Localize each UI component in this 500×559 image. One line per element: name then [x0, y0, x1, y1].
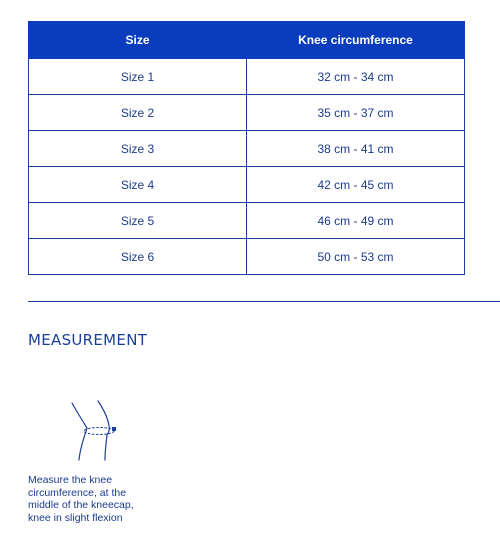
circumference-cell: 32 cm - 34 cm	[247, 59, 465, 95]
section-divider	[28, 301, 500, 302]
circumference-cell: 42 cm - 45 cm	[247, 167, 465, 203]
knee-circumference-column-header: Knee circumference	[247, 22, 465, 59]
table-row	[29, 167, 465, 203]
size-cell: Size 2	[29, 95, 247, 131]
table-row	[29, 131, 465, 167]
measurement-heading: MEASUREMENT	[28, 331, 148, 349]
size-cell: Size 3	[29, 131, 247, 167]
circumference-cell: 50 cm - 53 cm	[247, 239, 465, 275]
knee-measurement-icon	[60, 398, 130, 464]
table-row	[29, 239, 465, 275]
size-cell: Size 5	[29, 203, 247, 239]
circumference-cell: 38 cm - 41 cm	[247, 131, 465, 167]
size-table	[28, 21, 465, 275]
circumference-cell: 35 cm - 37 cm	[247, 95, 465, 131]
size-column-header: Size	[29, 22, 247, 59]
table-header-row	[29, 22, 465, 59]
table-row	[29, 95, 465, 131]
size-cell: Size 4	[29, 167, 247, 203]
table-row	[29, 59, 465, 95]
table-row	[29, 203, 465, 239]
circumference-cell: 46 cm - 49 cm	[247, 203, 465, 239]
measurement-instruction: Measure the knee circumference, at the middle of the kneecap, knee in slight flexion	[28, 474, 134, 524]
size-cell: Size 1	[29, 59, 247, 95]
size-cell: Size 6	[29, 239, 247, 275]
